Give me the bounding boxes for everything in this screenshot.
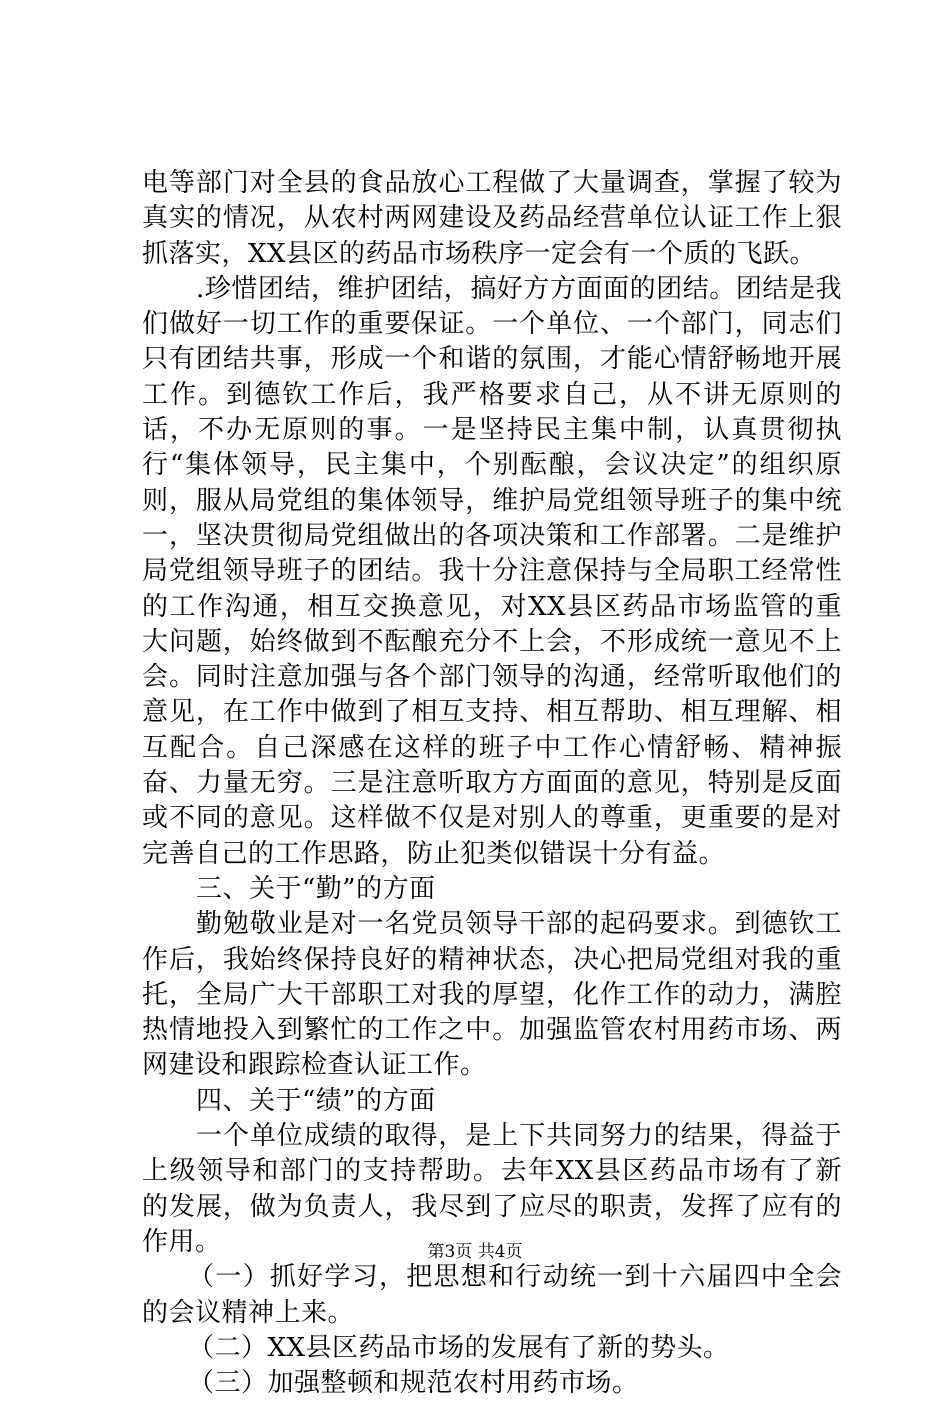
section-heading-diligence: 三、关于“勤”的方面 (196, 873, 436, 904)
section-heading-achievement: 四、关于“绩”的方面 (196, 1085, 436, 1116)
list-item-study: （一）抓好学习，把思想和行动统一到十六届四中全会的会议精神上来。 (142, 1262, 842, 1328)
paragraph-achievement: 一个单位成绩的取得，是上下共同努力的结果，得益于上级领导和部门的支持帮助。去年XX县区药品市场有了新的发展，做为负责人，我尽到了应尽的职责，发挥了应有的作用。 (142, 1121, 842, 1257)
document-body (142, 166, 842, 1401)
paragraph-unity: .珍惜团结，维护团结，搞好方方面面的团结。团结是我们做好一切工作的重要保证。一个单位、一个部门，同志们只有团结共事，形成一个和谐的氛围，才能心情舒畅地开展工作。到德钦工作后，我严格要求自己，从不讲无原则的话，不办无原则的事。一是坚持民主集中制，认真贯彻执行“集体领导，民主集中，个别酝酿，会议决定”的组织原则，服从局党组的集体领导，维护局党组领导班子的集中统一，坚决贯彻局党组做出的各项决策和工作部署。二是维护局党组领导班子的团结。我十分注意保持与全局职工经常性的工作沟通，相互交换意见，对XX县区药品市场监管的重大问题，始终做到不酝酿充分不上会，不形成统一意见不上会。同时注意加强与各个部门领导的沟通，经常听取他们的意见，在工作中做到了相互支持、相互帮助、相互理解、相互配合。自己深感在这样的班子中工作心情舒畅、精神振奋、力量无穷。三是注意听取方方面面的意见，特别是反面或不同的意见。这样做不仅是对别人的尊重，更重要的是对完善自己的工作思路，防止犯类似错误十分有益。 (142, 273, 842, 869)
paragraph-continuation: 电等部门对全县的食品放心工程做了大量调查，掌握了较为真实的情况，从农村两网建设及药品经营单位认证工作上狠抓落实，XX县区的药品市场秩序一定会有一个质的飞跃。 (142, 168, 842, 269)
page-number-footer: 第3页 共4页 (427, 1242, 523, 1262)
paragraph-diligence: 勤勉敬业是对一名党员领导干部的起码要求。到德钦工作后，我始终保持良好的精神状态，决心把局党组对我的重托，全局广大干部职工对我的厚望，化作工作的动力，满腔热情地投入到繁忙的工作之中。加强监管农村用药市场、两网建设和跟踪检查认证工作。 (142, 909, 842, 1081)
list-item-market-momentum: （二）XX县区药品市场的发展有了新的势头。 (188, 1332, 730, 1363)
list-item-rural-market: （三）加强整顿和规范农村用药市场。 (188, 1368, 639, 1399)
